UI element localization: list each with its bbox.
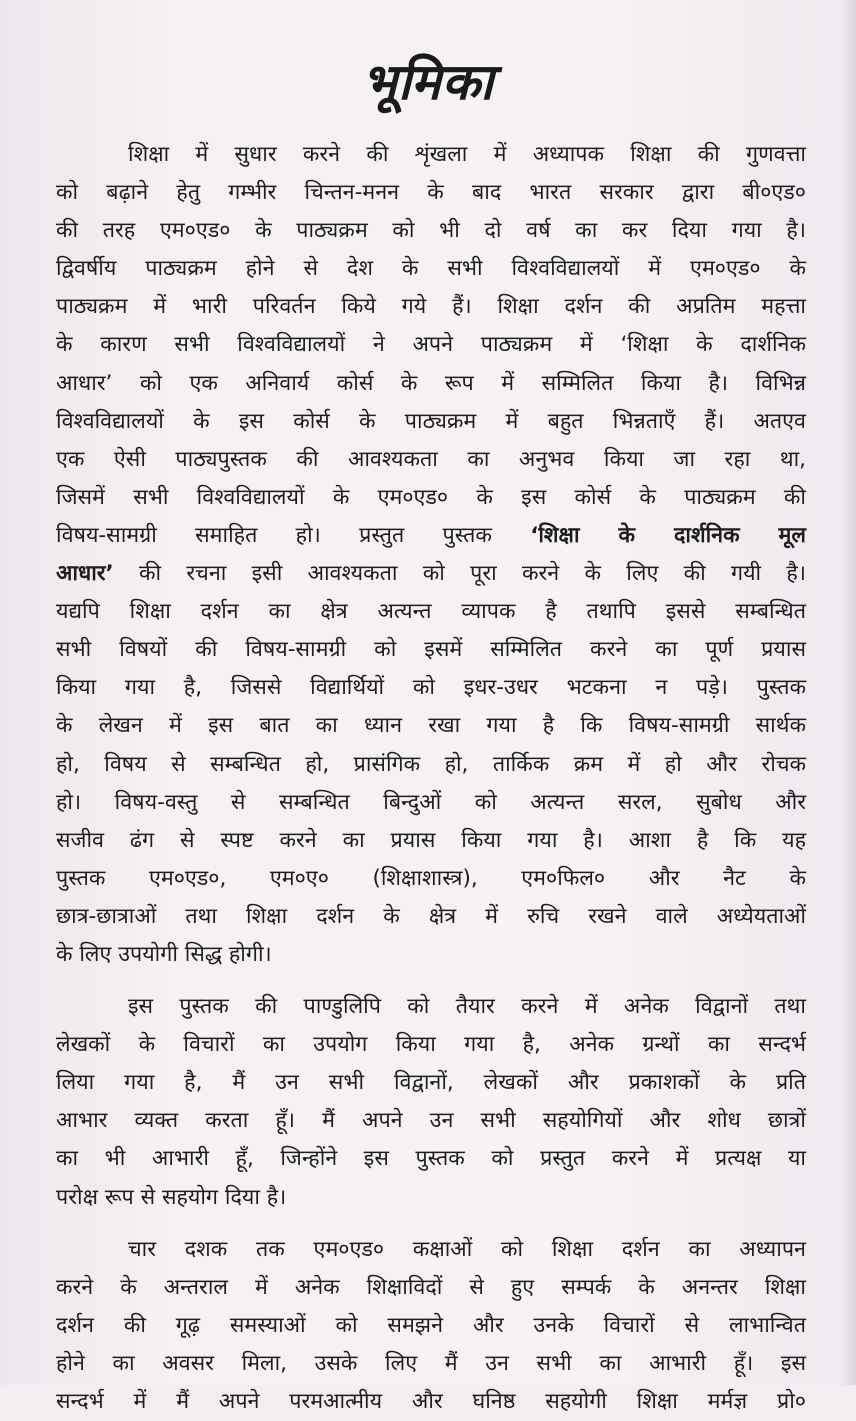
paragraph-1	[56, 136, 806, 974]
paragraph-gap	[56, 1217, 806, 1231]
text-line: पाठ्यक्रम में भारी परिवर्तन किये गये हैं। शिक्षा दर्शन की अप्रतिम महत्ता	[56, 294, 806, 320]
text-line: जिसमें सभी विश्वविद्यालयों के एम०एड० के इस कोर्स के पाठ्यक्रम की	[56, 484, 806, 510]
text-line: लेखकों के विचारों का उपयोग किया गया है, अनेक ग्रन्थों का सन्दर्भ	[56, 1032, 806, 1058]
text-line: हो। विषय-वस्तु से सम्बन्धित बिन्दुओं को अत्यन्त सरल, सुबोध और	[56, 789, 806, 815]
book-title-emphasis: आधार’	[56, 561, 114, 587]
text-line	[56, 555, 806, 593]
text-line: दर्शन की गूढ़ समस्याओं को समझने और उनके विचारों से लाभान्वित	[56, 1312, 806, 1338]
page-edge-shadow	[842, 0, 856, 1385]
text-line: हो, विषय से सम्बन्धित हो, प्रासंगिक हो, तार्किक क्रम में हो और रोचक	[56, 751, 806, 777]
paragraph-gap	[56, 974, 806, 988]
text-line: होने का अवसर मिला, उसके लिए मैं उन सभी का आभारी हूँ। इस	[56, 1350, 806, 1376]
page-title: भूमिका	[361, 53, 495, 111]
text-line: किया गया है, जिससे विद्यार्थियों को इधर-उधर भटकना न पड़े। पुस्तक	[56, 675, 806, 701]
text-line: इस पुस्तक की पाण्डुलिपि को तैयार करने में अनेक विद्वानों तथा	[128, 994, 806, 1020]
text-line: छात्र-छात्राओं तथा शिक्षा दर्शन के क्षेत्र में रुचि रखने वाले अध्येयताओं	[56, 903, 806, 929]
text-line: यद्यपि शिक्षा दर्शन का क्षेत्र अत्यन्त व्यापक है तथापि इससे सम्बन्धित	[56, 599, 806, 625]
text-line: परोक्ष रूप से सहयोग दिया है।	[56, 1184, 287, 1210]
text-line: के लिए उपयोगी सिद्ध होगी।	[56, 941, 272, 967]
book-title-emphasis: ‘शिक्षा के दार्शनिक मूल	[530, 522, 806, 548]
text-line: शिक्षा में सुधार करने की शृंखला में अध्यापक शिक्षा की गुणवत्ता	[128, 142, 806, 167]
text-line: के कारण सभी विश्वविद्यालयों ने अपने पाठ्यक्रम में ‘शिक्षा के दार्शनिक	[56, 332, 806, 358]
text-line: आधार’ को एक अनिवार्य कोर्स के रूप में सम्मिलित किया है। विभिन्न	[56, 370, 806, 396]
paragraph-3	[56, 1231, 806, 1421]
text-line: के लेखन में इस बात का ध्यान रखा गया है कि विषय-सामग्री सार्थक	[56, 713, 806, 739]
text-line: सन्दर्भ में मैं अपने परमआत्मीय और घनिष्ठ सहयोगी शिक्षा मर्मज्ञ प्रो०	[56, 1389, 806, 1414]
text-line: पुस्तक एम०एड०, एम०ए० (शिक्षाशास्त्र), एम०फिल० और नैट के	[56, 865, 806, 891]
text-segment: की रचना इसी आवश्यकता को पूरा करने के लिए की गयी है।	[113, 561, 806, 587]
text-segment: विषय-सामग्री समाहित हो। प्रस्तुत पुस्तक	[56, 522, 531, 548]
text-line: आभार व्यक्त करता हूँ। मैं अपने उन सभी सहयोगियों और शोध छात्रों	[56, 1108, 806, 1134]
text-line: की तरह एम०एड० के पाठ्यक्रम को भी दो वर्ष का कर दिया गया है।	[56, 218, 806, 244]
body-text	[56, 136, 806, 1421]
text-line: चार दशक तक एम०एड० कक्षाओं को शिक्षा दर्शन का अध्यापन	[128, 1236, 806, 1262]
text-line: एक ऐसी पाठ्यपुस्तक की आवश्यकता का अनुभव किया जा रहा था,	[56, 446, 806, 472]
text-line	[56, 517, 806, 555]
paragraph-2	[56, 988, 806, 1217]
text-line: द्विवर्षीय पाठ्यक्रम होने से देश के सभी विश्वविद्यालयों में एम०एड० के	[56, 256, 806, 282]
text-line: विश्वविद्यालयों के इस कोर्स के पाठ्यक्रम में बहुत भिन्नताएँ हैं। अतएव	[56, 408, 806, 434]
text-line: लिया गया है, मैं उन सभी विद्वानों, लेखकों और प्रकाशकों के प्रति	[56, 1070, 806, 1096]
text-line: करने के अन्तराल में अनेक शिक्षाविदों से हुए सम्पर्क के अनन्तर शिक्षा	[56, 1274, 806, 1300]
text-line: को बढ़ाने हेतु गम्भीर चिन्तन-मनन के बाद भारत सरकार द्वारा बी०एड०	[56, 180, 806, 206]
text-line: सजीव ढंग से स्पष्ट करने का प्रयास किया गया है। आशा है कि यह	[56, 827, 806, 853]
text-line: का भी आभारी हूँ, जिन्होंने इस पुस्तक को प्रस्तुत करने में प्रत्यक्ष या	[56, 1146, 806, 1172]
text-line: सभी विषयों की विषय-सामग्री को इसमें सम्मिलित करने का पूर्ण प्रयास	[56, 637, 806, 663]
